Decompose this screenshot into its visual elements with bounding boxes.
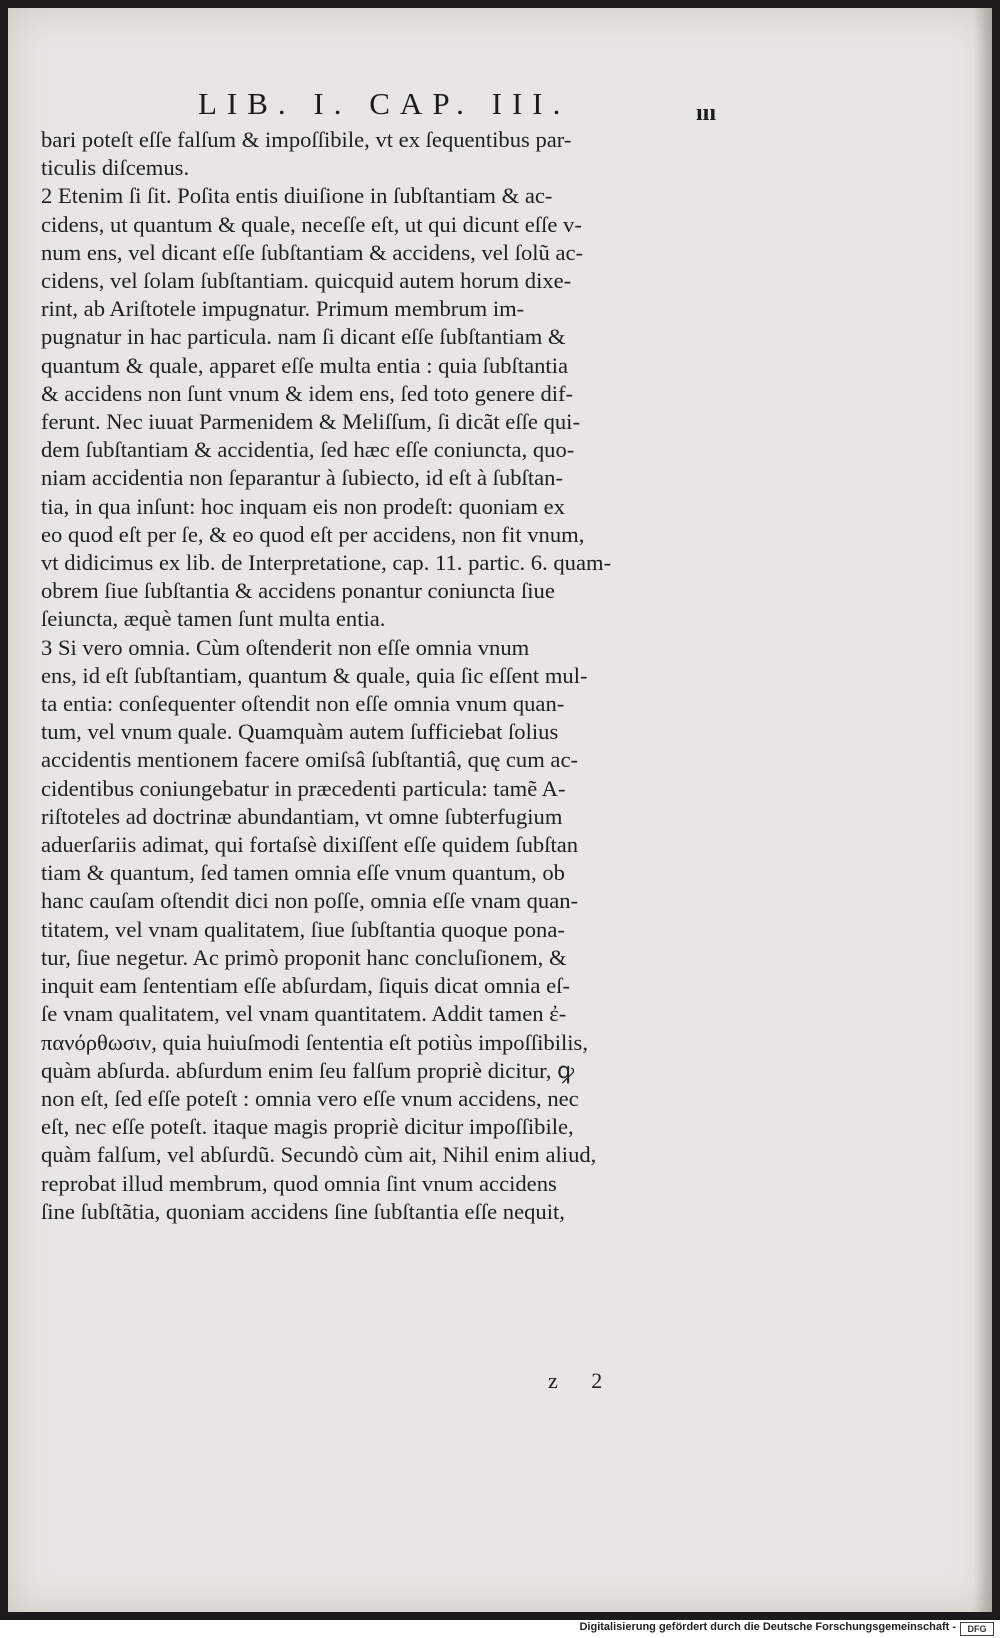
text-line: ſine ſubſtãtia, quoniam accidens ſine ſubſtantia eſſe nequit, <box>41 1198 565 1224</box>
text-line: num ens, vel dicant eſſe ſubſtantiam & accidens, vel ſolũ ac- <box>41 239 584 265</box>
text-line: rint, ab Ariſtotele impugnatur. Primum membrum im- <box>41 296 525 322</box>
text-line: tia, in qua inſunt: hoc inquam eis non prodeſt: quoniam ex <box>41 493 565 519</box>
text-line: eo quod eſt per ſe, & eo quod eſt per accidens, non fit vnum, <box>41 521 585 547</box>
text-line: ſeiuncta, æquè tamen ſunt multa entia. <box>41 606 386 632</box>
text-line: tur, ſiue negetur. Ac primò proponit hanc concluſionem, & <box>41 944 567 970</box>
text-line: non eſt, ſed eſſe poteſt : omnia vero eſſe vnum accidens, nec <box>41 1085 579 1111</box>
text-line: obrem ſiue ſubſtantia & accidens ponantur coniuncta ſiue <box>41 578 555 604</box>
text-line: niam accidentia non ſeparantur à ſubiecto, id eſt à ſubſtan- <box>41 465 563 491</box>
page-edge-shadow <box>974 8 992 1612</box>
text-line: pugnatur in hac particula. nam ſi dicant eſſe ſubſtantiam & <box>41 324 566 350</box>
text-line: aduerſariis adimat, qui fortaſsè dixiſſent eſſe quidem ſubſtan <box>41 832 579 858</box>
dfg-logo: DFG <box>960 1622 994 1636</box>
text-line: tum, vel vnum quale. Quamquàm autem ſufficiebat ſolius <box>41 719 559 745</box>
footer-bar <box>0 1620 1000 1638</box>
text-line: cidens, vel ſolam ſubſtantiam. quicquid autem horum dixe- <box>41 268 572 294</box>
text-line: quàm abſurda. abſurdum enim ſeu falſum propriè dicitur, ꝙ <box>41 1057 575 1083</box>
text-line: 3 Si vero omnia. Cùm oſtenderit non eſſe omnia vnum <box>41 634 530 660</box>
text-line: cidentibus coniungebatur in præcedenti particula: tamẽ A- <box>41 775 566 801</box>
catchword: z 2 <box>548 1368 617 1393</box>
running-head: LIB. I. CAP. III. <box>198 86 571 121</box>
text-line: quantum & quale, apparet eſſe multa entia : quia ſubſtantia <box>41 352 569 378</box>
text-line: accidentis mentionem facere omiſsâ ſubſtantiâ, quę cum ac- <box>41 747 579 773</box>
text-line: ſe vnam qualitatem, vel vnam quantitatem. Addit tamen ἐ- <box>41 1001 567 1027</box>
text-line: cidens, ut quantum & quale, neceſſe eſt, ut qui dicunt eſſe v- <box>41 211 582 237</box>
text-line: bari poteſt eſſe falſum & impoſſibile, vt ex ſequentibus par- <box>41 127 572 152</box>
text-line: eſt, nec eſſe poteſt. itaque magis propriè dicitur impoſſibile, <box>41 1114 574 1140</box>
text-line: inquit eam ſententiam eſſe abſurdam, ſiquis dicat omnia eſ- <box>41 973 570 999</box>
folio-number: ııı <box>696 100 717 126</box>
text-line: dem ſubſtantiam & accidentia, ſed hæc eſſe coniuncta, quo- <box>41 437 575 463</box>
text-line: πανόρθωσιν, quia huiuſmodi ſententia eſt potiùs impoſſibilis, <box>41 1029 588 1055</box>
text-line: reprobat illud membrum, quod omnia ſint vnum accidens <box>41 1170 557 1196</box>
text-line: ferunt. Nec iuuat Parmenidem & Meliſſum, ſi dicãt eſſe qui- <box>41 409 580 435</box>
text-line: riſtoteles ad doctrinæ abundantiam, vt omne ſubterfugium <box>41 803 563 829</box>
text-line: titatem, vel vnam qualitatem, ſiue ſubſtantia quoque pona- <box>41 916 565 942</box>
text-line: quàm falſum, vel abſurdũ. Secundò cùm ait, Nihil enim aliud, <box>41 1142 597 1168</box>
text-line: 2 Etenim ſi ſit. Poſita entis diuiſione in ſubſtantiam & ac- <box>41 183 553 209</box>
text-line: ens, id eſt ſubſtantiam, quantum & quale, quia ſic eſſent mul- <box>41 662 588 688</box>
text-line: & accidens non ſunt vnum & idem ens, ſed toto genere dif- <box>41 380 574 406</box>
text-line: hanc cauſam oſtendit dici non poſſe, omnia eſſe vnam quan- <box>41 888 579 914</box>
text-line: vt didicimus ex lib. de Interpretatione, cap. 11. partic. 6. quam- <box>41 550 612 576</box>
text-line: tiam & quantum, ſed tamen omnia eſſe vnum quantum, ob <box>41 860 565 886</box>
footer-credit: Digitalisierung gefördert durch die Deutsche Forschungsgemeinschaft - <box>579 1621 956 1633</box>
text-line: ticulis diſcemus. <box>41 155 190 181</box>
book-page <box>8 8 992 1612</box>
text-line: ta entia: conſequenter oſtendit non eſſe omnia vnum quan- <box>41 691 565 717</box>
body-text <box>41 126 721 1226</box>
